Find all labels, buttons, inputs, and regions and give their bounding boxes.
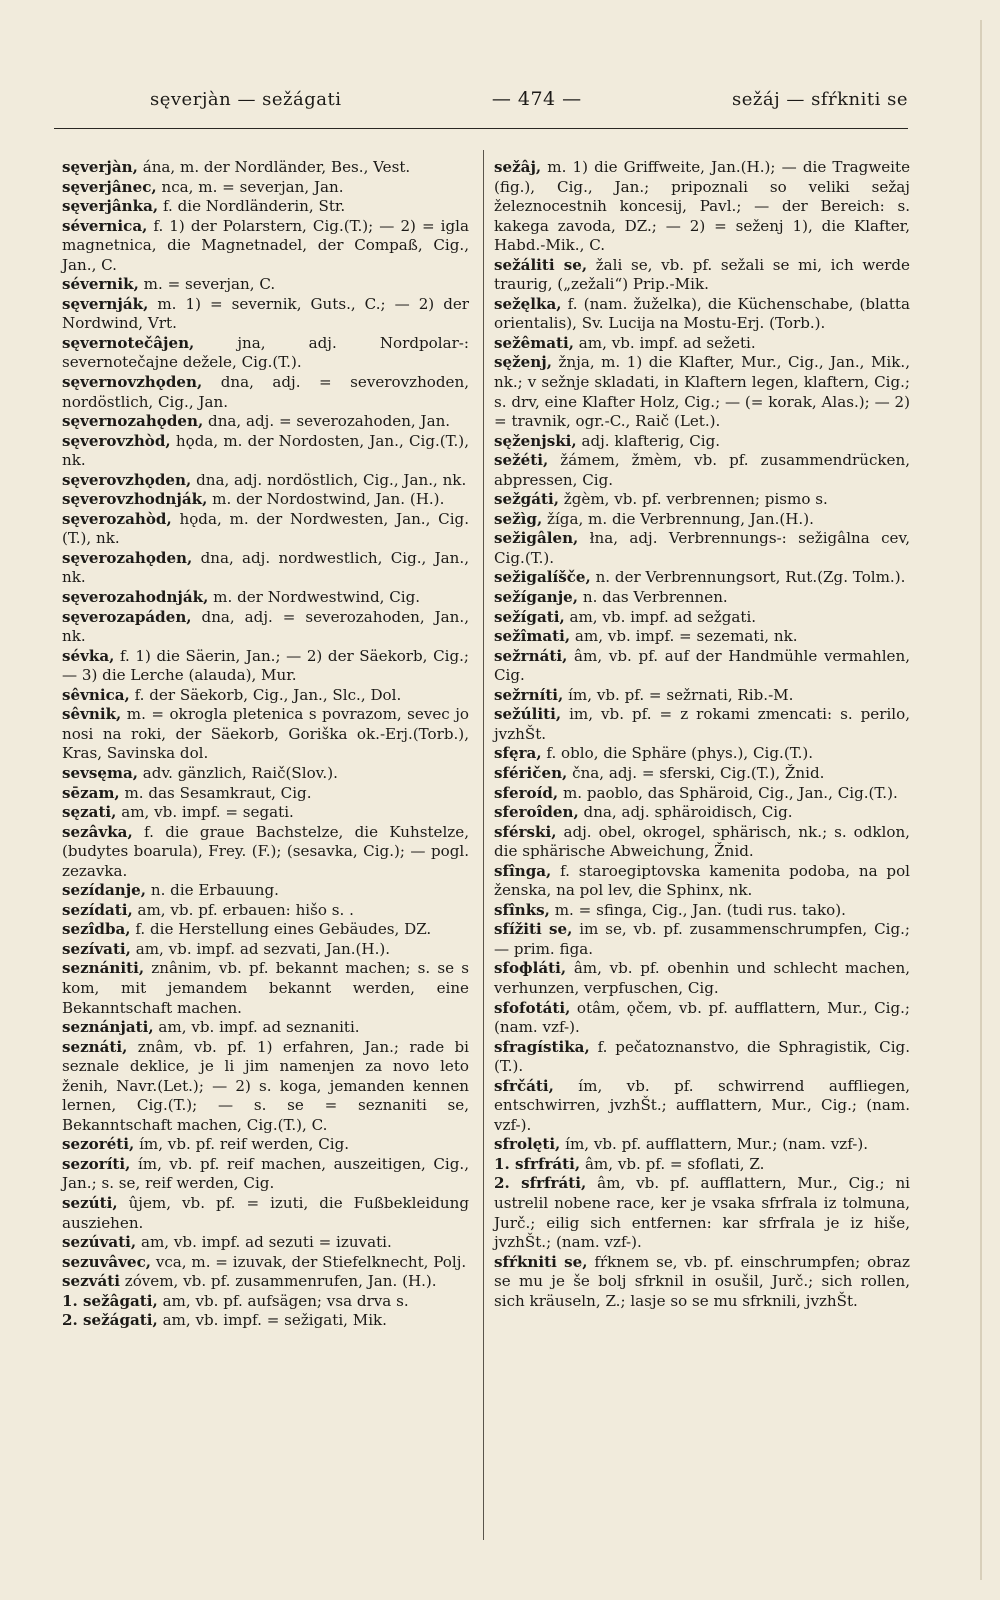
dictionary-entry [494,764,910,784]
entry-headword: sezúvati, [62,1233,137,1252]
dictionary-entry [494,901,910,921]
entry-definition: fŕknem se, vb. pf. einschrumpfen; obraz se mu je še bolj sfrknil in osušil, Jurč.; sich rollen, sich kräuseln, Z.; lasje so se mu sfrknili, jvzhŠt. [494,1252,910,1310]
entry-headword: sezváti [62,1272,120,1291]
entry-definition: am, vb. impf. = segati. [116,803,294,822]
entry-headword: sežgáti, [494,490,559,509]
entry-definition: am, vb. impf. = sežigati, Mik. [157,1311,387,1330]
entry-definition: m. paoblo, das Sphäroid, Cig., Jan., Cig.(T.). [558,783,898,802]
dictionary-entry [494,1135,910,1155]
entry-definition: dna, adj. sphäroidisch, Cig. [578,803,793,822]
entry-headword: sežâj, [494,158,542,176]
entry-definition: m. der Nordostwind, Jan. (H.). [207,490,445,509]
entry-headword: sferoîden, [494,803,579,822]
entry-headword: sežíganje, [494,588,579,607]
entry-definition: žali se, vb. pf. sežali se mi, ich werde traurig, („zežali“) Prip.-Mik. [494,255,910,294]
entry-definition: m. der Nordwestwind, Cig. [208,588,421,607]
entry-headword: 2. sfrfráti, [494,1174,587,1193]
dictionary-entry [494,784,910,804]
entry-headword: sfragístika, [494,1037,590,1056]
entry-headword: sežrnáti, [494,646,568,665]
dictionary-entry [494,529,910,568]
dictionary-entry [62,764,469,784]
entry-headword: sezîdba, [62,920,131,939]
entry-headword: 1. sfrfráti, [494,1154,581,1173]
entry-headword: sfížiti se, [494,920,573,939]
dictionary-entry [62,1194,469,1233]
entry-definition: f. 1) der Polarstern, Cig.(T.); — 2) = igla magnetnica, die Magnetnadel, der Compaß, Cig., Jan., C. [62,216,469,274]
dictionary-entry [62,1155,469,1194]
entry-definition: ána, m. der Nordländer, Bes., Vest. [137,158,411,176]
entry-definition: hǫda, m. der Nordwesten, Jan., Cig.(T.), nk. [62,509,469,548]
entry-definition: dna, adj. = severovzhoden, nordöstlich, Cig., Jan. [62,373,469,411]
entry-headword: sevsęma, [62,763,138,782]
dictionary-entry [62,608,469,647]
entry-headword: sežáliti se, [494,255,588,274]
entry-definition: âm, vb. pf. aufflattern, Mur., Cig.; ni ustrelil nobene race, ker je vsaka sfrfrala iz tolmuna, Jurč.; eilig sich entfernen: kar sfrfrala je iz hiše, jvzhŠt.; (nam. vzf-). [494,1174,911,1252]
dictionary-entry [494,510,910,530]
entry-headword: sęvernják, [62,294,149,313]
dictionary-entry [494,256,910,295]
dictionary-entry [494,744,910,764]
dictionary-entry [62,412,469,432]
entry-definition: m. 1) die Griffweite, Jan.(H.); — die Tragweite (fig.), Cig., Jan.; pripoznali so veliki sežaj železnocestnih koncesij, Pavl.; — der Bereich: s. kakega zavoda, DZ.; — 2) = seženj 1), die Klafter, Habd.-Mik., C. [494,158,910,255]
entry-headword: sežigalíšče, [494,568,591,587]
entry-headword: sezâvka, [62,822,133,841]
entry-headword: seznániti, [62,959,145,978]
entry-definition: adj. obel, okrogel, sphärisch, nk.; s. odklon, die sphärische Abweichung, Žnid. [494,822,910,861]
dictionary-entry [494,588,910,608]
entry-definition: nca, m. = severjan, Jan. [156,177,344,196]
entry-headword: sfrčáti, [494,1076,554,1095]
entry-headword: sezuvâvec, [62,1252,152,1271]
entry-definition: ím, vb. pf. reif werden, Cig. [134,1135,350,1154]
page-edge [980,20,982,1580]
entry-definition: žgèm, vb. pf. verbrennen; pismo s. [558,490,828,509]
dictionary-entry [494,1077,910,1136]
entry-headword: sęzati, [62,803,117,822]
entry-definition: dna, adj. = severozahoden, Jan., nk. [62,607,469,646]
dictionary-entry [62,1292,469,1312]
entry-headword: sévernik, [62,275,139,294]
dictionary-entry [62,823,469,882]
running-header [150,88,908,110]
dictionary-entry [494,1174,910,1252]
entry-headword: sęverovzhòd, [62,431,171,450]
dictionary-entry [494,295,910,334]
dictionary-entry [62,647,469,686]
entry-definition: hǫda, m. der Nordosten, Jan., Cig.(T.), nk. [62,431,469,470]
dictionary-entry [62,295,469,334]
entry-definition: dna, adj. nordöstlich, Cig., Jan., nk. [191,470,467,489]
dictionary-entry [494,334,910,354]
entry-definition: m. = sfinga, Cig., Jan. (tudi rus. tako). [549,900,846,919]
entry-definition: jna, adj. Nordpolar-: severnotečajne dežele, Cig.(T.). [62,333,469,372]
entry-definition: m. = severjan, C. [138,275,276,294]
entry-definition: âm, vb. pf. = sfoflati, Z. [580,1154,765,1173]
entry-definition: łna, adj. Verbrennungs-: sežigâlna cev, Cig.(T.). [494,529,910,567]
right-column [494,158,910,1311]
dictionary-entry [62,920,469,940]
entry-definition: otâm, ǫčem, vb. pf. aufflattern, Mur., Cig.; (nam. vzf-). [494,998,910,1037]
dictionary-entry [62,588,469,608]
entry-headword: sežìg, [494,509,543,528]
entry-headword: sezívati, [62,939,131,958]
entry-definition: ím, vb. pf. = sežrnati, Rib.-M. [563,685,794,704]
entry-definition: f. staroegiptovska kamenita podoba, na pol ženska, na pol lev, die Sphinx, nk. [494,861,910,900]
entry-headword: sežêmati, [494,333,574,352]
entry-definition: f. die Nordländerin, Str. [158,197,346,216]
entry-headword: sezúti, [62,1193,118,1212]
header-right-guide: sežáj — sfŕkniti se [732,89,908,110]
entry-definition: f. die graue Bachstelze, die Kuhstelze, (budytes boarula), Frey. (F.); (sesavka, Cig.); — pogl. zezavka. [62,822,469,880]
dictionary-entry [494,158,910,256]
entry-headword: sęverovzhǫden, [62,470,192,489]
dictionary-entry [494,686,910,706]
entry-definition: n. die Erbauung. [146,881,279,900]
entry-definition: n. der Verbrennungsort, Rut.(Zg. Tolm.). [590,568,906,587]
entry-headword: sferoíd, [494,783,559,802]
dictionary-entry [494,451,910,490]
header-left-guide: sęverjàn — sežágati [150,89,342,110]
header-rule [54,128,908,129]
entry-definition: znânim, vb. pf. bekannt machen; s. se s kom, mit jemandem bekannt werden, eine Bekanntschaft machen. [62,959,469,1017]
entry-definition: m. = okrogla pletenica s povrazom, sevec jo nosi na roki, der Säekorb, Goriška ok.-Erj.(Torb.), Kras, Savinska dol. [62,705,469,763]
entry-headword: sęverozahòd, [62,509,172,528]
dictionary-entry [62,275,469,295]
dictionary-entry [62,373,469,412]
entry-definition: m. 1) = severnik, Guts., C.; — 2) der Nordwind, Vrt. [62,294,469,333]
entry-definition: f. der Säekorb, Cig., Jan., Slc., Dol. [129,685,402,704]
entry-headword: sežúliti, [494,705,562,724]
entry-definition: znâm, vb. pf. 1) erfahren, Jan.; rade bi seznale deklice, je li jim namenjen za novo leto ženih, Navr.(Let.); — 2) s. koga, jemanden kennen lernen, Cig.(T.); — s. se = seznaniti se, Bekanntschaft machen, Cig.(T.), C. [62,1037,469,1134]
dictionary-entry [62,432,469,471]
dictionary-entry [62,901,469,921]
entry-headword: sežéti, [494,451,549,470]
dictionary-entry [494,490,910,510]
dictionary-entry [62,784,469,804]
entry-headword: sēzam, [62,783,120,802]
entry-headword: sęženj, [494,353,552,372]
entry-definition: am, vb. pf. aufsägen; vsa drva s. [157,1291,409,1310]
entry-definition: žámem, žmèm, vb. pf. zusammendrücken, abpressen, Cig. [494,451,910,489]
entry-headword: sfoфláti, [494,959,567,978]
entry-headword: sežîmati, [494,627,571,646]
entry-headword: sezoréti, [62,1135,135,1154]
entry-headword: sfęra, [494,744,542,763]
entry-definition: f. oblo, die Sphäre (phys.), Cig.(T.). [541,744,814,763]
entry-headword: sęverjàn, [62,158,138,176]
entry-headword: sférski, [494,822,557,841]
dictionary-entry [62,1233,469,1253]
dictionary-entry [494,999,910,1038]
dictionary-entry [494,608,910,628]
entry-definition: âm, vb. pf. obenhin und schlecht machen, verhunzen, verpfuschen, Cig. [494,959,910,997]
entry-definition: ûjem, vb. pf. = izuti, die Fußbekleidung ausziehen. [62,1193,469,1232]
entry-definition: ím, vb. pf. aufflattern, Mur.; (nam. vzf-). [560,1135,869,1154]
entry-headword: sęvernotečâjen, [62,333,195,352]
dictionary-entry [62,217,469,276]
dictionary-entry [62,197,469,217]
dictionary-entry [62,510,469,549]
dictionary-entry [494,1038,910,1077]
dictionary-entry [494,862,910,901]
entry-definition: am, vb. impf. ad sežgati. [564,607,757,626]
entry-headword: sfrolęti, [494,1135,561,1154]
dictionary-entry [62,549,469,588]
entry-headword: sežrníti, [494,685,564,704]
dictionary-entry [494,568,910,588]
dictionary-entry [62,334,469,373]
entry-definition: žíga, m. die Verbrennung, Jan.(H.). [542,509,814,528]
dictionary-entry [62,1038,469,1136]
dictionary-entry [62,1253,469,1273]
dictionary-entry [62,881,469,901]
dictionary-entry [62,940,469,960]
entry-headword: sęverozapáden, [62,607,192,626]
entry-headword: sęvernovzhǫden, [62,373,203,392]
dictionary-entry [494,353,910,431]
entry-definition: am, vb. impf. ad sežeti. [574,333,756,352]
entry-definition: am, vb. impf. ad seznaniti. [153,1018,360,1037]
entry-definition: am, vb. impf. = sezemati, nk. [570,627,798,646]
dictionary-entry [62,158,469,178]
dictionary-entry [62,959,469,1018]
entry-headword: sežęlka, [494,294,562,313]
entry-definition: ím, vb. pf. schwirrend auffliegen, entschwirren, jvzhŠt.; aufflattern, Mur., Cig.; (nam. vzf-). [494,1076,910,1134]
entry-headword: sęverjânka, [62,197,159,216]
page-number: — 474 — [491,88,582,110]
dictionary-entry [62,490,469,510]
entry-definition: âm, vb. pf. auf der Handmühle vermahlen, Cig. [494,646,910,685]
entry-definition: f. (nam. žuželka), die Küchenschabe, (blatta orientalis), Sv. Lucija na Mostu-Erj. (Torb.). [494,294,910,333]
dictionary-entry [494,627,910,647]
entry-headword: sęverjânec, [62,177,157,196]
entry-definition: ím, vb. pf. reif machen, auszeitigen, Cig., Jan.; s. se, reif werden, Cig. [62,1154,469,1193]
dictionary-entry [494,803,910,823]
entry-definition: im se, vb. pf. zusammenschrumpfen, Cig.; — prim. figa. [494,920,910,958]
dictionary-entry [494,432,910,452]
entry-definition: am, vb. impf. ad sezvati, Jan.(H.). [130,939,391,958]
entry-headword: sévka, [62,646,115,665]
dictionary-entry [62,686,469,706]
entry-headword: sęženjski, [494,431,577,450]
entry-headword: sêvnik, [62,705,122,724]
entry-headword: sévernica, [62,216,148,235]
dictionary-entry [494,959,910,998]
dictionary-entry [62,1135,469,1155]
entry-headword: seznáti, [62,1037,128,1056]
entry-definition: zóvem, vb. pf. zusammenrufen, Jan. (H.). [119,1272,437,1291]
entry-headword: sezídanje, [62,881,147,900]
dictionary-entry [62,1018,469,1038]
entry-definition: adv. gänzlich, Raič(Slov.). [137,763,338,782]
entry-definition: čna, adj. = sferski, Cig.(T.), Žnid. [567,763,825,782]
entry-headword: sezídati, [62,900,133,919]
entry-headword: sezoríti, [62,1154,131,1173]
entry-definition: f. pečatoznanstvo, die Sphragistik, Cig.(T.). [494,1037,910,1076]
entry-headword: sęverozahodnják, [62,588,209,607]
entry-definition: adj. klafterig, Cig. [576,431,721,450]
entry-definition: f. 1) die Säerin, Jan.; — 2) der Säekorb, Cig.; — 3) die Lerche (alauda), Mur. [62,646,469,685]
entry-headword: sfŕkniti se, [494,1252,588,1271]
dictionary-entry [494,920,910,959]
dictionary-entry [494,1253,910,1312]
entry-headword: sféričen, [494,763,568,782]
entry-headword: sfofotáti, [494,998,571,1017]
entry-headword: sfînks, [494,900,550,919]
column-divider [483,150,484,1540]
entry-headword: sfînga, [494,861,552,880]
dictionary-entry [494,647,910,686]
entry-definition: f. die Herstellung eines Gebäudes, DZ. [130,920,432,939]
dictionary-entry [62,471,469,491]
entry-headword: sêvnica, [62,685,130,704]
dictionary-entry [62,1272,469,1292]
dictionary-entry [494,705,910,744]
entry-definition: n. das Verbrennen. [578,588,728,607]
dictionary-entry [494,1155,910,1175]
dictionary-entry [62,803,469,823]
entry-headword: sežigâlen, [494,529,579,548]
entry-headword: sęverovzhodnják, [62,490,208,509]
entry-definition: dna, adj. nordwestlich, Cig., Jan., nk. [62,548,469,587]
entry-headword: 2. sežágati, [62,1311,158,1330]
entry-definition: vca, m. = izuvak, der Stiefelknecht, Polj. [151,1252,467,1271]
dictionary-entry [62,178,469,198]
entry-definition: žnja, m. 1) die Klafter, Mur., Cig., Jan., Mik., nk.; v sežnje skladati, in Klaftern legen, klaftern, Cig.; s. drv, eine Klafter Holz, Cig.; — (= korak, Alas.); — 2) = travnik, ogr.-C., Raič (Let.). [494,353,910,431]
left-column [62,158,469,1331]
entry-definition: am, vb. impf. ad sezuti = izuvati. [136,1233,392,1252]
entry-definition: m. das Sesamkraut, Cig. [119,783,312,802]
dictionary-entry [494,823,910,862]
dictionary-entry [62,705,469,764]
entry-definition: am, vb. pf. erbauen: hišo s. . [132,900,354,919]
entry-headword: sęvernozahǫden, [62,412,204,431]
entry-headword: seznánjati, [62,1018,154,1037]
entry-headword: 1. sežâgati, [62,1291,158,1310]
dictionary-entry [62,1311,469,1331]
entry-definition: im, vb. pf. = z rokami zmencati: s. perilo, jvzhŠt. [494,705,910,743]
entry-headword: sežígati, [494,607,565,626]
entry-headword: sęverozahǫden, [62,548,193,567]
entry-definition: dna, adj. = severozahoden, Jan. [203,412,451,431]
